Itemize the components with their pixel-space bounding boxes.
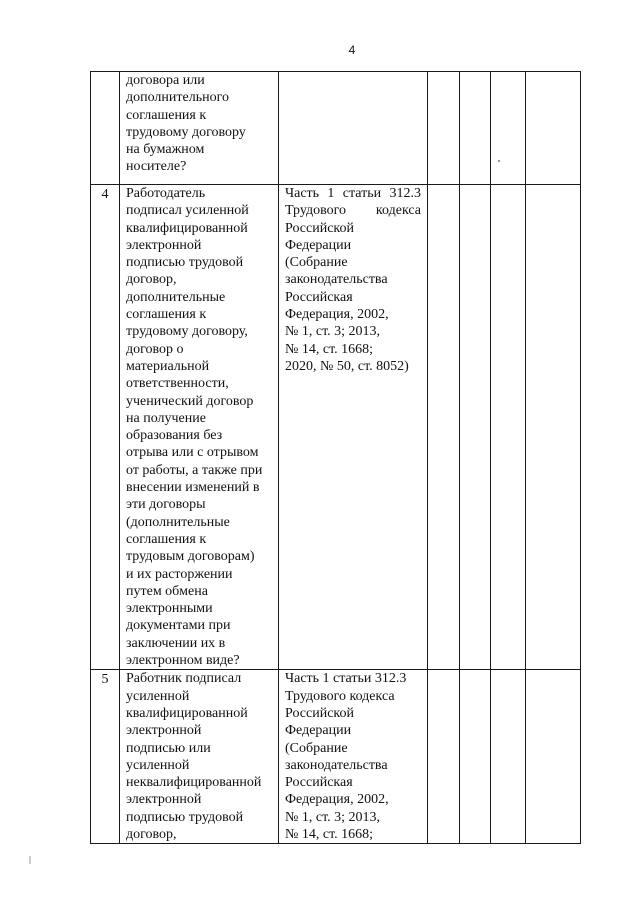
question-line: неквалифицированной xyxy=(126,775,262,791)
question-line: и их расторжении xyxy=(126,566,233,582)
question-line: подписью трудовой xyxy=(126,255,244,271)
question-line: Работник подписал xyxy=(126,671,242,687)
question-line: электронной xyxy=(126,237,202,253)
legal-reference-cell xyxy=(279,670,428,844)
reference-line: законодательства xyxy=(285,272,388,288)
reference-line: № 1, ст. 3; 2013, xyxy=(285,809,381,825)
table-row xyxy=(91,670,581,844)
margin-mark xyxy=(29,856,31,864)
reference-line: Трудового кодекса xyxy=(285,203,421,219)
reference-line: Российской xyxy=(285,705,354,721)
question-line: электронной xyxy=(126,723,202,739)
notes-cell xyxy=(526,670,581,844)
row-number-cell xyxy=(91,72,120,185)
notes-cell xyxy=(526,185,581,670)
question-line: ученический договор xyxy=(126,393,254,409)
reference-line: Российская xyxy=(285,289,353,305)
question-cell xyxy=(120,72,279,185)
reference-line: (Собрание xyxy=(285,255,348,271)
table-row xyxy=(91,72,581,185)
question-line: путем обмена xyxy=(126,583,208,599)
notes-cell xyxy=(526,72,581,185)
question-line: от работы, а также при xyxy=(126,462,263,478)
question-line: дополнительного xyxy=(126,90,229,106)
question-line: заключении их в xyxy=(126,635,226,651)
question-line: носителе? xyxy=(126,159,187,175)
row-number-cell: 4 xyxy=(91,185,120,670)
reference-line: № 14, ст. 1668; xyxy=(285,826,374,842)
not-applicable-cell xyxy=(491,670,526,844)
question-line: подписал усиленной xyxy=(126,203,249,219)
table-row xyxy=(91,185,581,670)
legal-reference-cell xyxy=(279,72,428,185)
page-number: 4 xyxy=(348,43,356,57)
question-cell xyxy=(120,185,279,670)
reference-line: Российской xyxy=(285,220,354,236)
question-line: квалифицированной xyxy=(126,705,248,721)
answer-yes-cell xyxy=(428,72,460,185)
reference-line: Федерации xyxy=(285,723,352,739)
question-line: договора или xyxy=(126,73,205,88)
legal-reference-cell xyxy=(279,185,428,670)
question-line: электронном виде? xyxy=(126,653,240,669)
question-line: электронными xyxy=(126,601,213,617)
question-line: внесении изменений в xyxy=(126,480,260,496)
question-line: квалифицированной xyxy=(126,220,248,236)
answer-no-cell xyxy=(460,72,491,185)
not-applicable-cell xyxy=(491,185,526,670)
question-line: эти договоры xyxy=(126,497,206,513)
reference-line: № 1, ст. 3; 2013, xyxy=(285,324,381,340)
reference-line: 2020, № 50, ст. 8052) xyxy=(285,358,409,374)
question-line: отрыва или с отрывом xyxy=(126,445,259,461)
question-line: дополнительные xyxy=(126,289,226,305)
question-line: соглашения к xyxy=(126,307,207,323)
reference-line: Трудового кодекса xyxy=(285,688,395,704)
row-number-cell: 5 xyxy=(91,670,120,844)
question-line: договор, xyxy=(126,826,177,842)
reference-line: Федерация, 2002, xyxy=(285,792,389,808)
table-body xyxy=(91,72,581,844)
reference-line: Часть 1 статьи 312.3 xyxy=(285,186,421,201)
reference-line: Федерация, 2002, xyxy=(285,307,389,323)
question-line: материальной xyxy=(126,358,210,374)
reference-line: Российская xyxy=(285,775,353,791)
question-line: соглашения к xyxy=(126,531,207,547)
question-line: Работодатель xyxy=(126,186,206,201)
question-line: (дополнительные xyxy=(126,514,230,530)
question-line: на бумажном xyxy=(126,142,205,158)
answer-yes-cell xyxy=(428,185,460,670)
question-line: на получение xyxy=(126,410,206,426)
question-line: ответственности, xyxy=(126,376,229,392)
question-line: договор о xyxy=(126,341,184,357)
question-line: усиленной xyxy=(126,757,190,773)
question-line: трудовым договорам) xyxy=(126,549,255,565)
question-line: документами при xyxy=(126,618,231,634)
reference-line: Часть 1 статьи 312.3 xyxy=(285,671,407,687)
question-line: договор, xyxy=(126,272,177,288)
reference-line: законодательства xyxy=(285,757,388,773)
question-line: трудовому договору xyxy=(126,124,246,140)
reference-line: Федерации xyxy=(285,237,352,253)
question-line: усиленной xyxy=(126,688,190,704)
question-cell xyxy=(120,670,279,844)
answer-yes-cell xyxy=(428,670,460,844)
checklist-table xyxy=(90,71,581,844)
question-line: подписью или xyxy=(126,740,211,756)
reference-line: № 14, ст. 1668; xyxy=(285,341,374,357)
answer-no-cell xyxy=(460,185,491,670)
answer-no-cell xyxy=(460,670,491,844)
question-line: соглашения к xyxy=(126,107,207,123)
not-applicable-cell xyxy=(491,72,526,185)
scan-speck xyxy=(498,160,500,162)
question-line: электронной xyxy=(126,792,202,808)
reference-line: (Собрание xyxy=(285,740,348,756)
question-line: трудовому договору, xyxy=(126,324,248,340)
question-line: подписью трудовой xyxy=(126,809,244,825)
question-line: образования без xyxy=(126,428,223,444)
